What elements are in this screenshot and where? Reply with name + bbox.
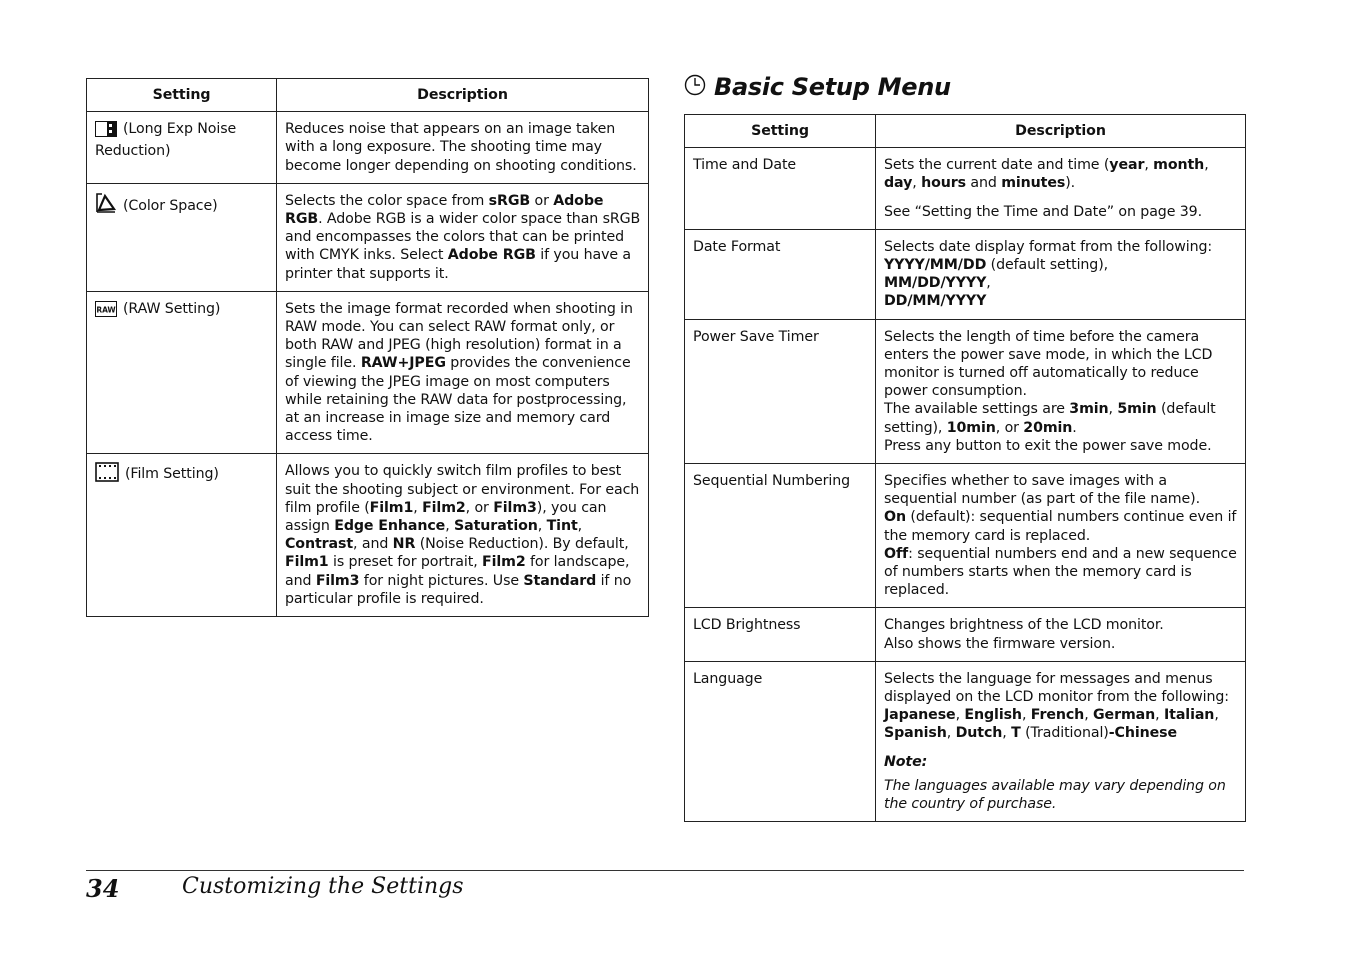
- description-cell: Reduces noise that appears on an image taken with a long exposure. The shooting time may become longer depending on shooting conditions.: [277, 112, 649, 184]
- cross-reference: See “Setting the Time and Date” on page 39.: [884, 203, 1203, 220]
- column-header-description: Description: [876, 115, 1246, 148]
- color-space-icon: [95, 192, 117, 219]
- table-header-row: [685, 115, 1246, 148]
- table-row: [685, 229, 1246, 319]
- setting-name: (Long Exp Noise Reduction): [95, 121, 237, 160]
- column-header-setting: Setting: [685, 115, 876, 148]
- film-setting-icon: [95, 462, 119, 487]
- table-row: [87, 291, 649, 454]
- setting-cell: LCD Brightness: [685, 608, 876, 661]
- table-row: [685, 148, 1246, 230]
- setting-name: (Color Space): [123, 197, 218, 214]
- setting-cell: [87, 454, 277, 617]
- raw-setting-icon: [95, 301, 117, 322]
- description-cell: Specifies whether to save images with a sequential number (as part of the file name). On (default): sequential numbers continue even if the memory card is replaced. Off: sequential numbers end and a new sequence of numbers starts when the memory card is replaced.: [876, 464, 1246, 608]
- table-row: [685, 661, 1246, 821]
- setting-name: (RAW Setting): [123, 300, 221, 317]
- description-cell: Sets the image format recorded when shooting in RAW mode. You can select RAW format only, or both RAW and JPEG (high resolution) format in a single file. RAW+JPEG provides the convenience of viewing the JPEG image on most computers while retaining the RAW data for postprocessing, at an increase in image size and memory card access time.: [277, 291, 649, 454]
- footer-divider: [86, 870, 1244, 871]
- setting-cell: [87, 183, 277, 291]
- column-header-setting: Setting: [87, 79, 277, 112]
- setting-cell: Time and Date: [685, 148, 876, 230]
- setting-name: (Film Setting): [125, 466, 219, 483]
- description-cell: Selects the language for messages and menus displayed on the LCD monitor from the following: Japanese, English, French, German, Italian, Spanish, Dutch, T (Traditional)-Chinese Note: The languages available may vary depending on the country of purchase.: [876, 661, 1246, 821]
- page-number: 34: [86, 874, 120, 903]
- setting-cell: Language: [685, 661, 876, 821]
- table-row: [87, 112, 649, 184]
- clock-icon: [684, 74, 706, 100]
- basic-setup-table: [684, 114, 1246, 822]
- table-row: [685, 608, 1246, 661]
- section-heading: [684, 70, 951, 104]
- svg-text:RAW: RAW: [96, 305, 116, 315]
- description-cell: Allows you to quickly switch film profiles to best suit the shooting subject or environment. For each film profile (Film1, Film2, or Film3), you can assign Edge Enhance, Saturation, Tint, Contrast, and NR (Noise Reduction). By default, Film1 is preset for portrait, Film2 for landscape, and Film3 for night pictures. Use Standard if no particular profile is required.: [277, 454, 649, 617]
- table-row: [685, 319, 1246, 463]
- description-cell: Changes brightness of the LCD monitor. Also shows the firmware version.: [876, 608, 1246, 661]
- note-text: The languages available may vary depending on the country of purchase.: [884, 777, 1226, 813]
- description-cell: Selects date display format from the following: YYYY/MM/DD (default setting), MM/DD/YYYY, DD/MM/YYYY: [876, 229, 1246, 319]
- section-title: Basic Setup Menu: [714, 73, 951, 101]
- setting-cell: Sequential Numbering: [685, 464, 876, 608]
- chapter-title: Customizing the Settings: [182, 874, 464, 899]
- table-row: [87, 454, 649, 617]
- setting-cell: Power Save Timer: [685, 319, 876, 463]
- note-label: Note:: [884, 753, 928, 770]
- column-header-description: Description: [277, 79, 649, 112]
- settings-table-left: [86, 78, 649, 617]
- setting-cell: [87, 291, 277, 454]
- setting-cell: Date Format: [685, 229, 876, 319]
- table-row: [685, 464, 1246, 608]
- description-cell: Selects the color space from sRGB or Adobe RGB. Adobe RGB is a wider color space than sRGB and encompasses the colors that can be printed with CMYK inks. Select Adobe RGB if you have a printer that supports it.: [277, 183, 649, 291]
- long-exp-noise-reduction-icon: [95, 121, 117, 142]
- description-cell: Sets the current date and time (year, month, day, hours and minutes). See “Setting the Time and Date” on page 39.: [876, 148, 1246, 230]
- setting-cell: [87, 112, 277, 184]
- table-row: [87, 183, 649, 291]
- description-cell: Selects the length of time before the camera enters the power save mode, in which the LCD monitor is turned off automatically to reduce power consumption. The available settings are 3min, 5min (default setting), 10min, or 20min. Press any button to exit the power save mode.: [876, 319, 1246, 463]
- table-header-row: [87, 79, 649, 112]
